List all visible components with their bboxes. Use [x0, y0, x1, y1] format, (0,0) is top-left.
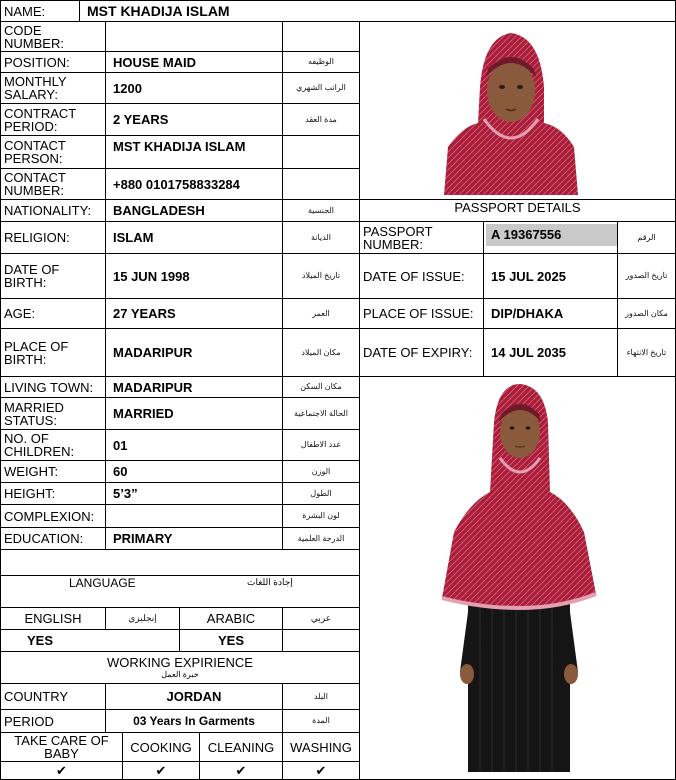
skill-cleaning: CLEANING	[199, 732, 283, 762]
headshot-photo	[444, 27, 578, 195]
age-ar: العمر	[282, 298, 360, 329]
check-baby: ✔	[0, 761, 123, 780]
religion-label: RELIGION:	[0, 221, 106, 254]
education-value: PRIMARY	[105, 527, 283, 550]
full-body-photo	[440, 382, 598, 778]
blank-row	[0, 549, 360, 576]
passport-number-value: A 19367556	[486, 224, 617, 246]
town-label: LIVING TOWN:	[0, 376, 106, 398]
married-value: MARRIED	[105, 397, 283, 430]
english-label: ENGLISH	[0, 607, 106, 630]
issue-label: DATE OF ISSUE:	[359, 253, 484, 299]
passport-number-label: PASSPORT NUMBER:	[359, 221, 484, 254]
language-title: LANGUAGE	[69, 576, 136, 590]
skill-baby: TAKE CARE OF BABY	[0, 732, 123, 762]
pob-ar: مكان الميلاد	[282, 328, 360, 377]
position-label: POSITION:	[0, 51, 106, 73]
weight-ar: الوزن	[282, 460, 360, 483]
dob-label: DATE OF BIRTH:	[0, 253, 106, 299]
salary-ar: الراتب الشهري	[282, 72, 360, 104]
country-ar: البلد	[282, 683, 360, 710]
code-ar	[282, 21, 360, 52]
passport-header: PASSPORT DETAILS	[359, 199, 676, 222]
period-label: PERIOD	[0, 709, 106, 733]
place-label: PLACE OF ISSUE:	[359, 298, 484, 329]
height-ar: الطول	[282, 482, 360, 505]
period-ar: المدة	[282, 709, 360, 733]
age-label: AGE:	[0, 298, 106, 329]
position-value: HOUSE MAID	[105, 51, 283, 73]
experience-header	[0, 651, 360, 684]
code-value	[105, 21, 283, 52]
country-label: COUNTRY	[0, 683, 106, 710]
education-label: EDUCATION:	[0, 527, 106, 550]
pob-value: MADARIPUR	[105, 328, 283, 377]
dob-value: 15 JUN 1998	[105, 253, 283, 299]
complexion-label: COMPLEXION:	[0, 504, 106, 528]
experience-title-ar: خبرة العمل	[161, 670, 199, 679]
contract-ar: مدة العقد	[282, 103, 360, 136]
religion-ar: الديانة	[282, 221, 360, 254]
nationality-label: NATIONALITY:	[0, 199, 106, 222]
nationality-ar: الجنسية	[282, 199, 360, 222]
age-value: 27 YEARS	[105, 298, 283, 329]
education-ar: الدرجة العلمية	[282, 527, 360, 550]
arabic-ar: عربي	[282, 607, 360, 630]
nationality-value: BANGLADESH	[105, 199, 283, 222]
height-value: 5’3”	[105, 482, 283, 505]
contact-number-value: +880 0101758833284	[105, 168, 283, 200]
check-cleaning: ✔	[199, 761, 283, 780]
arabic-level: YES	[179, 629, 283, 652]
weight-value: 60	[105, 460, 283, 483]
arabic-label: ARABIC	[179, 607, 283, 630]
weight-label: WEIGHT:	[0, 460, 106, 483]
full-body-image	[440, 382, 598, 778]
position-ar: الوظيفه	[282, 51, 360, 73]
contact-person-ar	[282, 135, 360, 169]
children-value: 01	[105, 429, 283, 461]
contract-label: CONTRACT PERIOD:	[0, 103, 106, 136]
skill-washing: WASHING	[282, 732, 360, 762]
religion-value: ISLAM	[105, 221, 283, 254]
married-ar: الحالة الاجتماعية	[282, 397, 360, 430]
contact-number-ar	[282, 168, 360, 200]
passport-number-cell	[483, 221, 618, 254]
check-washing: ✔	[282, 761, 360, 780]
place-value: DIP/DHAKA	[483, 298, 618, 329]
experience-title: WORKING EXPIRIENCE	[107, 655, 253, 670]
children-label: NO. OF CHILDREN:	[0, 429, 106, 461]
children-ar: عدد الاطفال	[282, 429, 360, 461]
language-blank-cell	[282, 629, 360, 652]
place-ar: مكان الصدور	[617, 298, 676, 329]
language-title-ar: إجادة اللغات	[247, 577, 293, 587]
issue-value: 15 JUL 2025	[483, 253, 618, 299]
salary-value: 1200	[105, 72, 283, 104]
headshot-image	[444, 27, 578, 195]
code-label: CODE NUMBER:	[0, 21, 106, 52]
height-label: HEIGHT:	[0, 482, 106, 505]
contract-value: 2 YEARS	[105, 103, 283, 136]
complexion-value	[105, 504, 283, 528]
passport-number-ar: الرقم	[617, 221, 676, 254]
pob-label: PLACE OF BIRTH:	[0, 328, 106, 377]
dob-ar: تاريخ الميلاد	[282, 253, 360, 299]
check-cooking: ✔	[122, 761, 200, 780]
english-level: YES	[0, 629, 180, 652]
name-value: MST KHADIJA ISLAM	[79, 0, 676, 22]
contact-person-label: CONTACT PERSON:	[0, 135, 106, 169]
country-value: JORDAN	[105, 683, 283, 710]
contact-person-value: MST KHADIJA ISLAM	[105, 135, 283, 169]
english-ar: إنجليزي	[105, 607, 180, 630]
skill-cooking: COOKING	[122, 732, 200, 762]
expiry-value: 14 JUL 2035	[483, 328, 618, 377]
language-header	[0, 575, 360, 608]
town-value: MADARIPUR	[105, 376, 283, 398]
name-label: NAME:	[0, 0, 80, 22]
expiry-label: DATE OF EXPIRY:	[359, 328, 484, 377]
period-value: 03 Years In Garments	[105, 709, 283, 733]
salary-label: MONTHLY SALARY:	[0, 72, 106, 104]
married-label: MARRIED STATUS:	[0, 397, 106, 430]
complexion-ar: لون البشرة	[282, 504, 360, 528]
town-ar: مكان السكن	[282, 376, 360, 398]
issue-ar: تاريخ الصدور	[617, 253, 676, 299]
contact-number-label: CONTACT NUMBER:	[0, 168, 106, 200]
expiry-ar: تاريخ الانتهاء	[617, 328, 676, 377]
